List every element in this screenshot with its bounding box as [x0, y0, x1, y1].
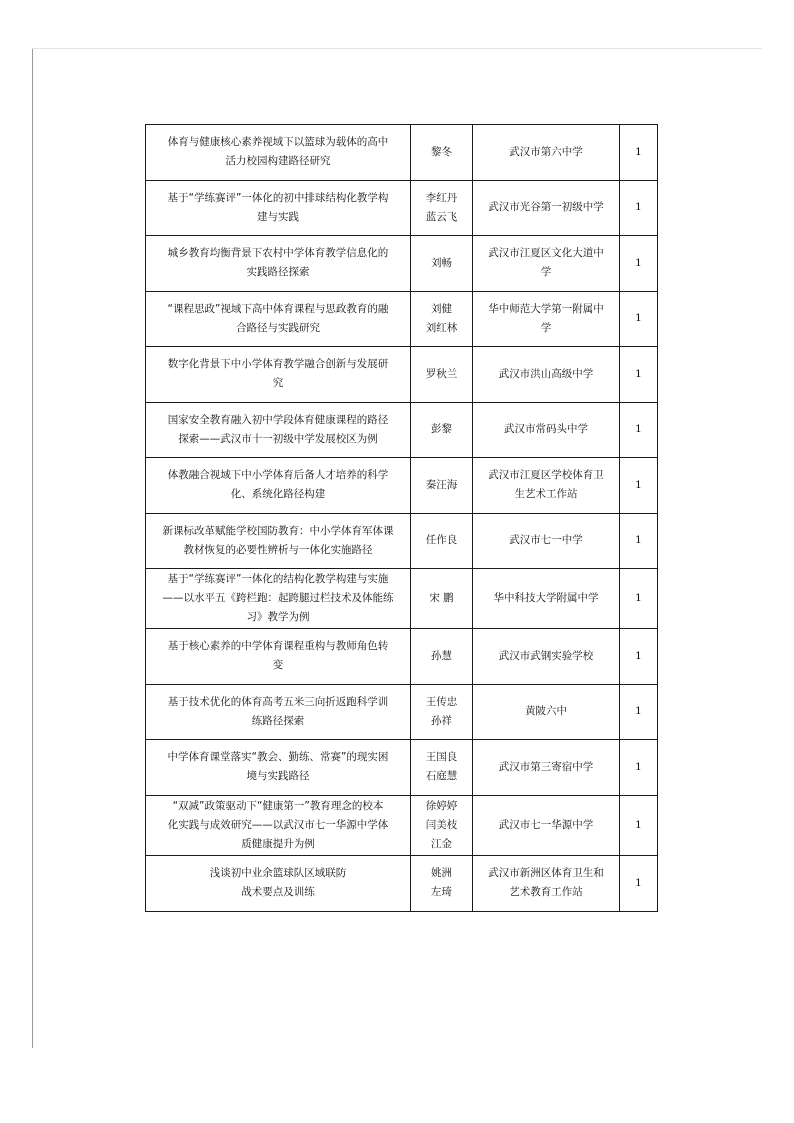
school-unit-line: 武汉市第三寄宿中学 [498, 760, 594, 773]
table-row [146, 347, 658, 403]
school-unit [473, 236, 620, 292]
scan-edge-left [32, 48, 33, 1048]
project-title [146, 513, 411, 569]
project-title-line: 变 [272, 659, 284, 672]
author-names [411, 125, 473, 181]
school-unit-line: 武汉市新洲区体育卫生和 [488, 867, 604, 880]
item-count: 1 [620, 125, 658, 181]
author-names-line: 刘畅 [431, 256, 452, 269]
school-unit-line: 武汉市常码头中学 [504, 423, 588, 436]
school-unit-line: 武汉市七一中学 [509, 534, 583, 547]
school-unit-line: 华中师范大学第一附属中 [488, 302, 604, 315]
project-title-line: 究 [272, 377, 284, 390]
author-names-line: 黎冬 [431, 145, 452, 158]
school-unit [473, 513, 620, 569]
school-unit-line: 武汉市江夏区文化大道中 [488, 247, 604, 260]
item-count: 1 [620, 855, 658, 912]
author-names [411, 180, 473, 236]
table-row [146, 513, 658, 569]
school-unit-line: 黄陂六中 [525, 705, 567, 718]
author-names [411, 684, 473, 740]
project-title-line: ——以水平五《跨栏跑：起跨腿过栏技术及体能练 [162, 592, 394, 604]
school-unit-line: 生艺术工作站 [514, 488, 578, 501]
project-title-line: 化实践与成效研究——以武汉市七一华源中学体 [167, 818, 389, 831]
author-names-line: 孙慧 [431, 649, 452, 662]
author-names [411, 402, 473, 458]
school-unit-line: 武汉市江夏区学校体育卫 [488, 469, 604, 482]
author-names-line: 左琦 [431, 886, 452, 899]
table-row [146, 855, 658, 912]
school-unit [473, 629, 620, 685]
author-names-line: 蓝云飞 [425, 210, 458, 223]
project-title [146, 347, 411, 403]
item-count: 1 [620, 629, 658, 685]
project-title-line: 新课标改革赋能学校国防教育：中小学体育军体课 [162, 524, 394, 537]
school-unit [473, 795, 620, 855]
project-title-line: “双减”政策驱动下“健康第一”教育理念的校本 [172, 799, 384, 812]
item-count: 1 [620, 740, 658, 796]
table-row [146, 236, 658, 292]
table-row [146, 569, 658, 629]
school-unit-line: 学 [540, 266, 552, 279]
school-unit-line: 武汉市光谷第一初级中学 [488, 201, 604, 214]
item-count: 1 [620, 513, 658, 569]
project-title [146, 684, 411, 740]
item-count: 1 [620, 291, 658, 347]
author-names-line: 彭黎 [431, 423, 452, 436]
project-title-line: 教材恢复的必要性辨析与一体化实施路径 [183, 543, 373, 556]
author-names-line: 李红丹 [425, 191, 458, 204]
project-title-line: 数字化背景下中小学体育教学融合创新与发展研 [167, 358, 389, 371]
project-title [146, 402, 411, 458]
author-names [411, 795, 473, 855]
school-unit [473, 458, 620, 514]
project-title-line: “课程思政”视域下高中体育课程与思政教育的融 [167, 302, 389, 315]
item-count: 1 [620, 684, 658, 740]
author-names [411, 629, 473, 685]
item-count: 1 [620, 458, 658, 514]
table-row [146, 402, 658, 458]
author-names-line: 孙祥 [431, 714, 452, 727]
author-names [411, 513, 473, 569]
project-title-line: 练路径探索 [251, 714, 305, 727]
project-title [146, 740, 411, 796]
school-unit [473, 684, 620, 740]
scan-edge-top [32, 48, 762, 49]
author-names-line: 王国良 [425, 751, 458, 764]
item-count: 1 [620, 569, 658, 629]
author-names-line: 刘健 [431, 302, 452, 315]
author-names-line: 石庭慧 [425, 770, 458, 783]
project-title-line: 战术要点及训练 [241, 886, 315, 899]
project-title [146, 458, 411, 514]
author-names-line: 徐婷婷 [425, 799, 458, 812]
table-row [146, 291, 658, 347]
project-title-line: 活力校园构建路径研究 [225, 155, 331, 168]
author-names [411, 855, 473, 912]
table-row [146, 180, 658, 236]
project-title-line: 探索——武汉市十一初级中学发展校区为例 [178, 432, 378, 445]
table-row [146, 125, 658, 181]
project-title [146, 291, 411, 347]
school-unit [473, 180, 620, 236]
author-names [411, 458, 473, 514]
author-names-line: 姚洲 [431, 867, 452, 880]
school-unit-line: 艺术教育工作站 [509, 886, 583, 899]
school-unit [473, 402, 620, 458]
project-title-line: 体育与健康核心素养视域下以篮球为载体的高中 [167, 136, 389, 149]
project-title-line: 质健康提升为例 [241, 837, 315, 850]
project-title [146, 795, 411, 855]
school-unit-line: 学 [540, 321, 552, 334]
author-names-line: 秦汪海 [425, 478, 458, 491]
author-names [411, 291, 473, 347]
item-count: 1 [620, 236, 658, 292]
school-unit-line: 武汉市七一华源中学 [498, 818, 594, 831]
award-table [145, 124, 658, 912]
project-title-line: 基于“学练赛评”一体化的结构化教学构建与实施 [167, 573, 389, 585]
school-unit [473, 569, 620, 629]
project-title-line: 浅谈初中业余篮球队区域联防 [209, 867, 347, 880]
project-title [146, 855, 411, 912]
project-title-line: 建与实践 [257, 210, 299, 223]
school-unit [473, 125, 620, 181]
table-row [146, 740, 658, 796]
school-unit-line: 华中科技大学附属中学 [493, 592, 599, 604]
author-names [411, 347, 473, 403]
project-title-line: 境与实践路径 [246, 770, 310, 783]
project-title-line: 习》教学为例 [246, 611, 310, 623]
author-names-line: 罗秋兰 [425, 367, 458, 380]
project-title-line: 合路径与实践研究 [236, 321, 320, 334]
author-names-line: 宋 鹏 [429, 592, 454, 604]
item-count: 1 [620, 402, 658, 458]
author-names-line: 刘红林 [425, 321, 458, 334]
project-title-line: 中学体育课堂落实“教会、勤练、常赛”的现实困 [167, 751, 389, 764]
project-title-line: 体教融合视域下中小学体育后备人才培养的科学 [167, 469, 389, 482]
author-names-line: 江金 [431, 837, 452, 850]
project-title-line: 基于“学练赛评”一体化的初中排球结构化教学构 [167, 191, 389, 204]
project-title [146, 180, 411, 236]
project-title [146, 236, 411, 292]
school-unit-line: 武汉市洪山高级中学 [498, 367, 594, 380]
school-unit [473, 291, 620, 347]
item-count: 1 [620, 180, 658, 236]
table-row [146, 684, 658, 740]
project-title-line: 化、系统化路径构建 [230, 488, 326, 501]
project-title [146, 629, 411, 685]
table-row [146, 795, 658, 855]
item-count: 1 [620, 795, 658, 855]
project-title [146, 569, 411, 629]
author-names-line: 王传忠 [425, 695, 458, 708]
school-unit [473, 855, 620, 912]
author-names [411, 569, 473, 629]
school-unit [473, 740, 620, 796]
school-unit [473, 347, 620, 403]
school-unit-line: 武汉市武钢实验学校 [498, 649, 594, 662]
table-row [146, 629, 658, 685]
project-title-line: 国家安全教育融入初中学段体育健康课程的路径 [167, 413, 389, 426]
project-title-line: 实践路径探索 [246, 266, 310, 279]
project-title-line: 城乡教育均衡背景下农村中学体育教学信息化的 [167, 247, 389, 260]
project-title-line: 基于技术优化的体育高考五米三向折返跑科学训 [167, 695, 389, 708]
author-names [411, 236, 473, 292]
author-names [411, 740, 473, 796]
table-row [146, 458, 658, 514]
author-names-line: 闫美枝 [425, 818, 458, 831]
school-unit-line: 武汉市第六中学 [509, 145, 583, 158]
item-count: 1 [620, 347, 658, 403]
author-names-line: 任作良 [425, 534, 458, 547]
award-table-body [146, 125, 658, 912]
project-title-line: 基于核心素养的中学体育课程重构与教师角色转 [167, 640, 389, 653]
project-title [146, 125, 411, 181]
